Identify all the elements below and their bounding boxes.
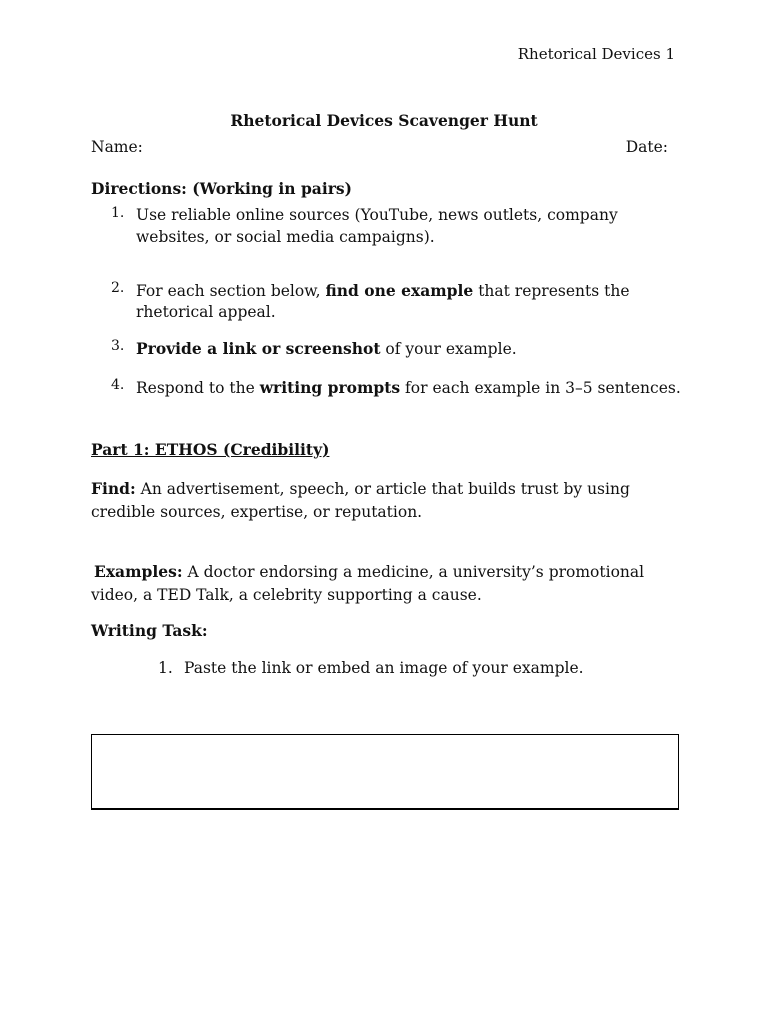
date-label: Date: [625,138,668,156]
directions-item-number: 4. [111,377,125,393]
examples-paragraph [91,560,681,607]
example-answer-box[interactable] [91,734,679,810]
name-label: Name: [91,138,143,156]
running-head: Rhetorical Devices 1 [517,45,675,63]
writing-task-item-1 [158,659,584,677]
directions-item-number: 2. [111,280,125,296]
directions-item-text: For each section below, find one example that represents the rhetorical appeal. [136,281,630,321]
examples-label: Examples: [94,562,183,581]
part1-heading: Part 1: ETHOS (Credibility) [91,440,330,459]
task-item-text: Paste the link or embed an image of your example. [184,659,584,677]
document-title: Rhetorical Devices Scavenger Hunt [230,111,538,130]
directions-item-text: Use reliable online sources (YouTube, news outlets, company websites, or social media campaigns). [136,206,618,246]
directions-item-number: 1. [111,205,125,221]
examples-text: A doctor endorsing a medicine, a university’s promotional video, a TED Talk, a celebrity supporting a cause. [91,563,645,604]
task-item-number: 1. [158,659,173,677]
directions-item-text: Provide a link or screenshot of your example. [136,339,517,358]
directions-heading: Directions: (Working in pairs) [91,179,352,198]
writing-task-label: Writing Task: [91,621,208,640]
find-text: An advertisement, speech, or article that builds trust by using credible sources, expertise, or reputation. [91,480,630,521]
find-label: Find: [91,479,136,498]
directions-item-number: 3. [111,338,125,354]
directions-item-text: Respond to the writing prompts for each example in 3–5 sentences. [136,378,681,397]
find-paragraph [91,477,681,524]
